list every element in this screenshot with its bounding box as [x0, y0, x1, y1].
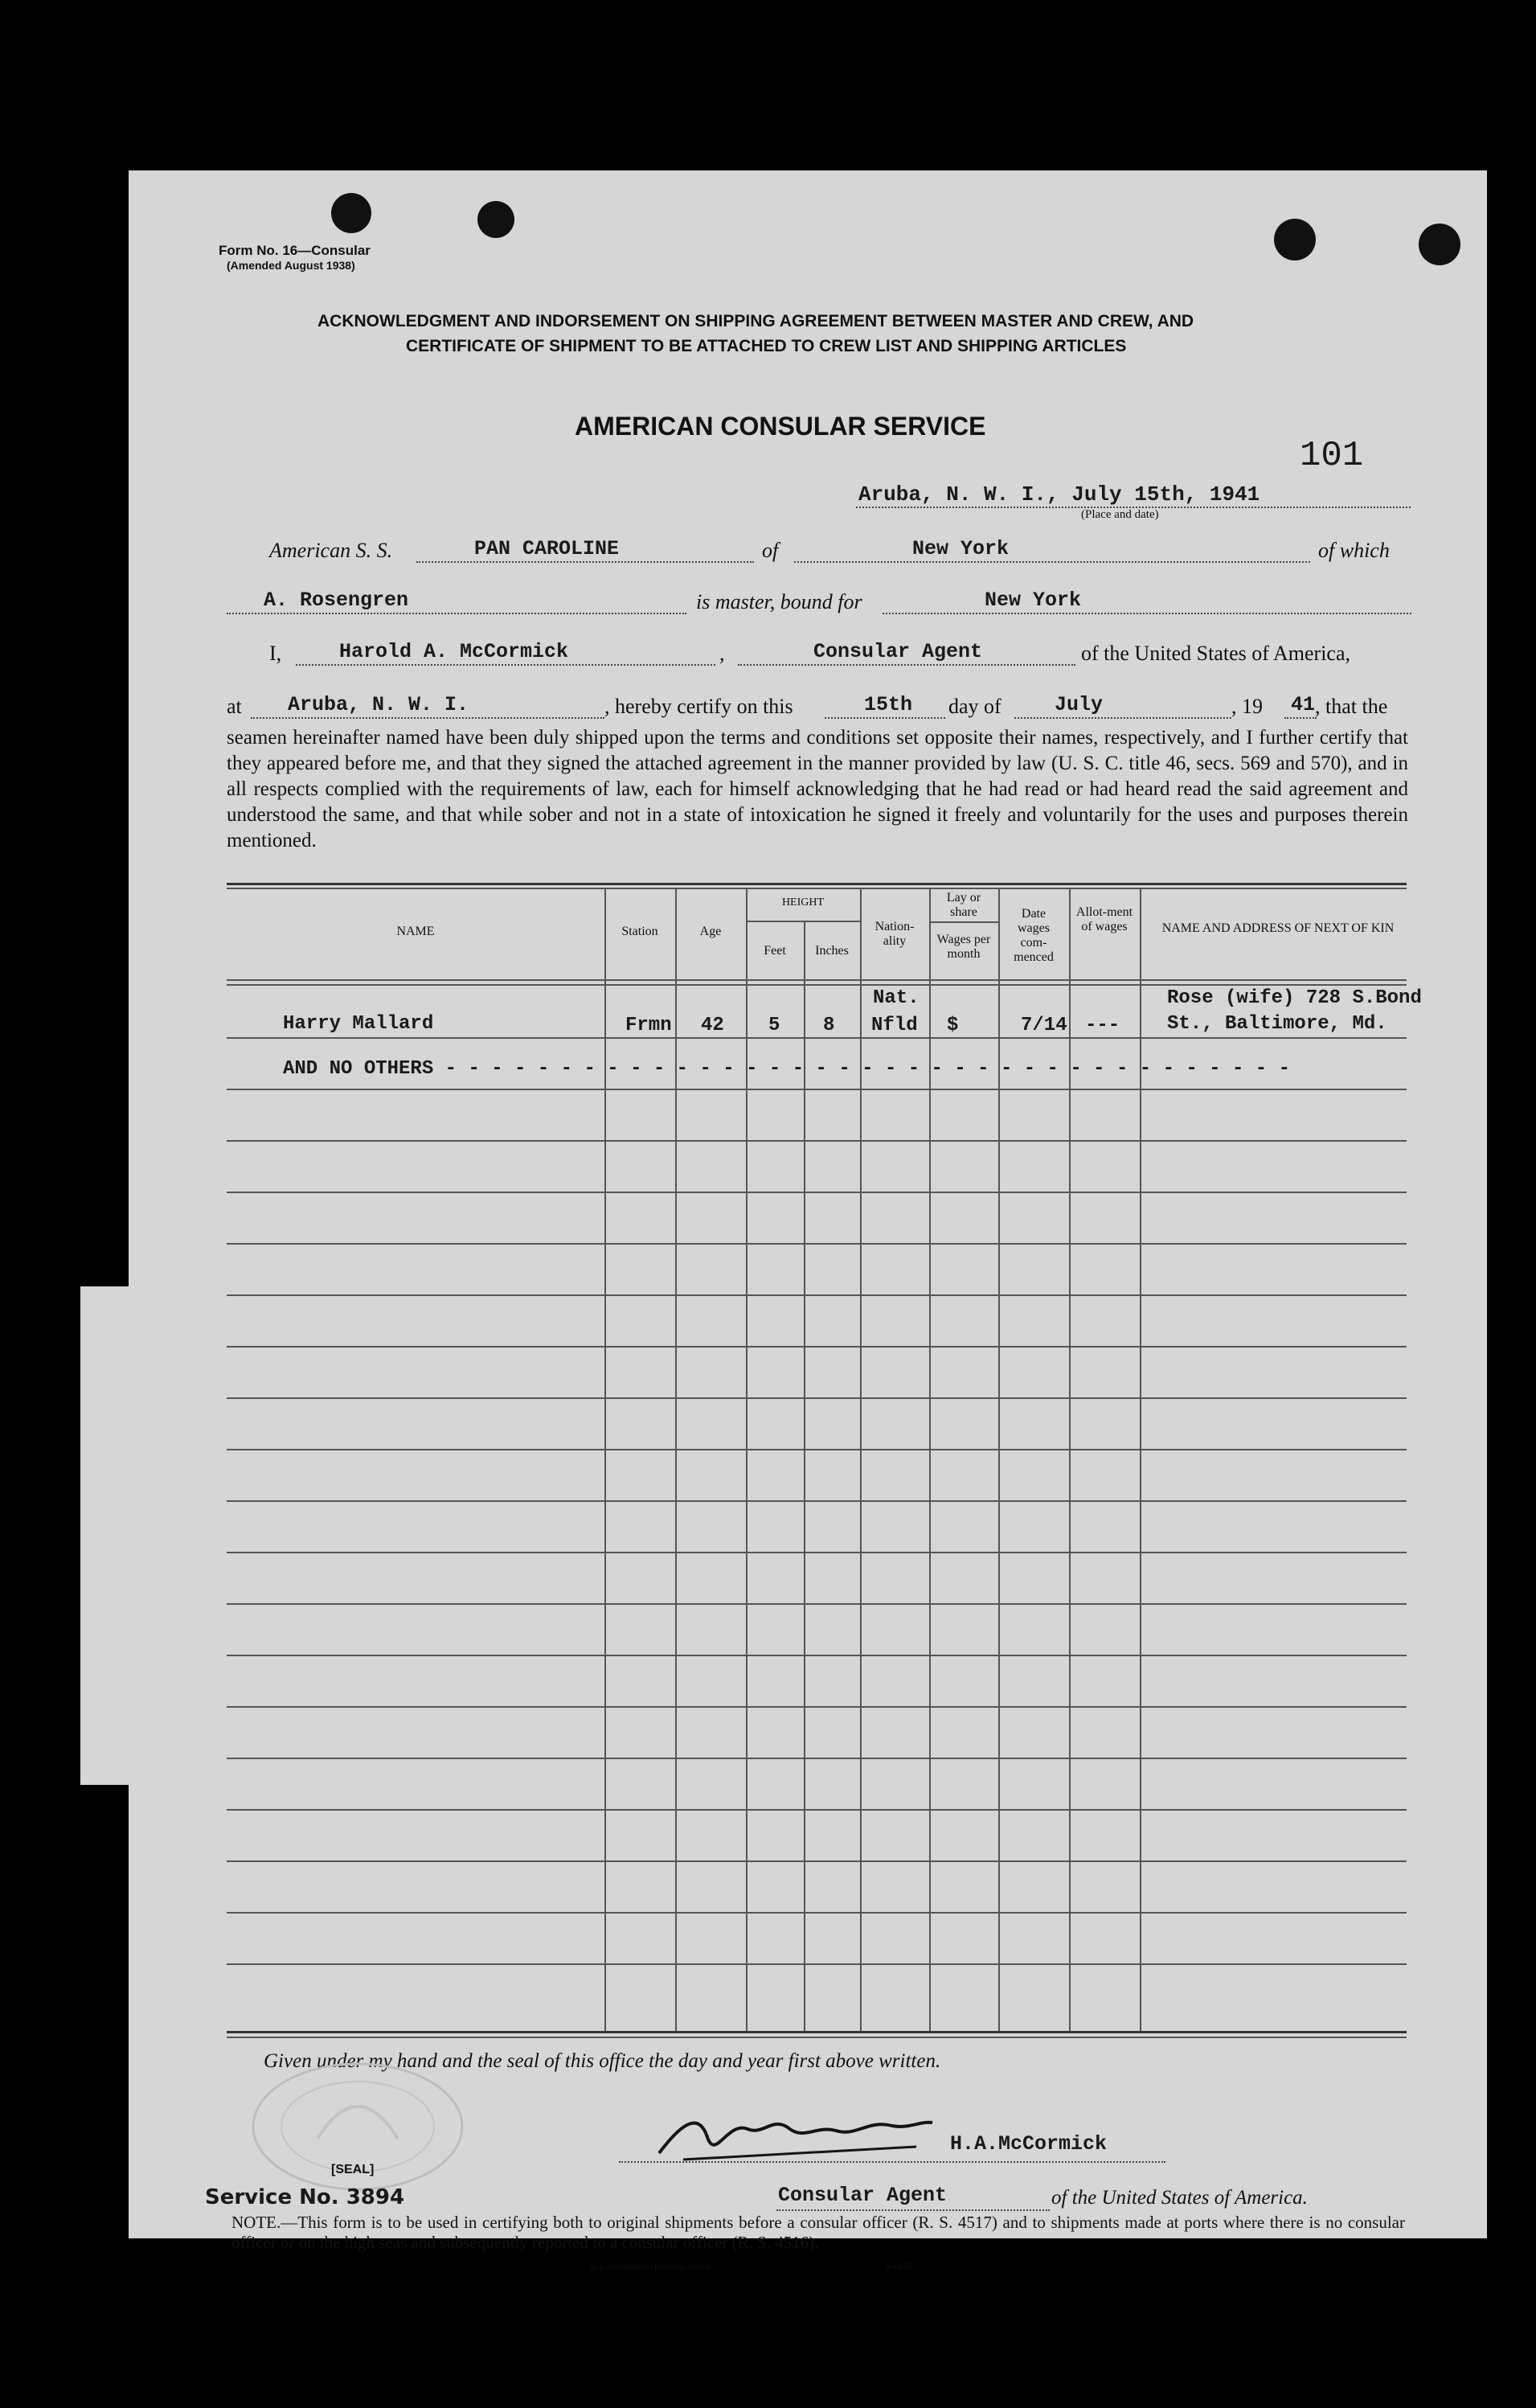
punch-hole: [1274, 219, 1316, 260]
year-value: 41: [1291, 693, 1316, 716]
service-number: Service No. 3894: [205, 2185, 405, 2209]
day-value: 15th: [864, 693, 913, 716]
punch-hole: [477, 201, 514, 238]
col-header-name: NAME: [396, 925, 435, 938]
punch-hole: [1419, 224, 1460, 265]
col-header-nationality: Nation-ality: [874, 920, 915, 948]
form-number: Form No. 16—Consular: [219, 243, 371, 258]
crew-allotment: ---: [1085, 1015, 1120, 1036]
ship-name-value: PAN CAROLINE: [474, 537, 620, 560]
service-title: AMERICAN CONSULAR SERVICE: [575, 412, 986, 441]
page-number: 101: [1300, 436, 1364, 476]
heading-line-1: ACKNOWLEDGMENT AND INDORSEMENT ON SHIPPING AGREEMENT BETWEEN MASTER AND CREW, AND: [317, 312, 1194, 330]
at-label: at: [227, 695, 242, 718]
printer-mark: U. S. GOVERNMENT PRINTING OFFICE: [591, 2264, 711, 2271]
crew-station: Frmn: [625, 1015, 672, 1036]
place-date-caption: (Place and date): [1081, 508, 1159, 521]
col-header-allotment: Allot-ment of wages: [1075, 905, 1133, 933]
crew-date-commenced: 7/14: [1021, 1015, 1067, 1036]
signer-typed-name: H.A.McCormick: [950, 2132, 1108, 2156]
place-date-value: Aruba, N. W. I., July 15th, 1941: [858, 482, 1260, 507]
that-the-label: , that the: [1315, 695, 1388, 718]
officer-name-value: Harold A. McCormick: [339, 640, 569, 663]
col-header-next-of-kin: NAME AND ADDRESS OF NEXT OF KIN: [1161, 921, 1395, 935]
crew-nationality-1: Nat.: [873, 987, 920, 1009]
crew-feet: 5: [768, 1015, 780, 1036]
at-place-value: Aruba, N. W. I.: [288, 693, 469, 716]
of-which-label: of which: [1318, 539, 1390, 562]
seal-label: [SEAL]: [331, 2163, 375, 2176]
i-label: I,: [269, 642, 282, 665]
col-header-age: Age: [699, 925, 722, 938]
of-label: of: [762, 539, 779, 562]
col-header-height: HEIGHT: [781, 896, 825, 909]
crew-nationality-2: Nfld: [871, 1015, 918, 1036]
col-header-station: Station: [621, 925, 658, 938]
printer-code: 1—175: [886, 2262, 912, 2271]
master-value: A. Rosengren: [264, 589, 409, 612]
crew-next-of-kin-2: St., Baltimore, Md.: [1167, 1013, 1387, 1035]
signer-title: Consular Agent: [778, 2184, 948, 2207]
col-header-wages: Wages per month: [936, 933, 991, 961]
of-us-footer: of the United States of America.: [1051, 2187, 1308, 2209]
document-page: [129, 170, 1487, 2238]
officer-title-value: Consular Agent: [813, 640, 983, 663]
day-of-label: day of: [948, 695, 1001, 718]
crew-inches: 8: [823, 1015, 835, 1036]
year-prefix: , 19: [1231, 695, 1263, 718]
closing-line: AND NO OTHERS - - - - - - - - - - - - - - - - - - - - - - - - - - - - - - - - - - - - -: [283, 1058, 1291, 1080]
col-header-inches: Inches: [815, 944, 849, 958]
footer-note: NOTE.—This form is to be used in certifying both to original shipments before a consular officer (R. S. 4517) and to shipments made at ports where there is no consular officer or on the high seas and subsequently reported to a consular officer (R. S. 4516).: [231, 2213, 1405, 2252]
col-header-lay-share: Lay or share: [946, 891, 981, 919]
crew-name: Harry Mallard: [283, 1013, 434, 1035]
crew-next-of-kin-1: Rose (wife) 728 S.Bond: [1167, 987, 1422, 1009]
punch-hole: [331, 193, 371, 233]
col-header-date-wages: Date wages com-menced: [1014, 907, 1054, 964]
is-master-label: is master, bound for: [696, 590, 862, 613]
of-us-label: of the United States of America,: [1081, 642, 1351, 665]
ship-port-value: New York: [912, 537, 1010, 560]
given-under-text: Given under my hand and the seal of this office the day and year first above written.: [264, 2050, 941, 2072]
certification-text: seamen hereinafter named have been duly shipped upon the terms and conditions set opposite their names, respectively, and I further certify that they appeared before me, and that they signed the attached agreement in the manner provided by law (U. S. C. title 46, secs. 569 and 570), and in all respects complied with the requirements of law, each for himself acknowledging that he had read or had heard read the said agreement and understood the same, and that while sober and not in a state of intoxication he signed it freely and voluntarily for the uses and purposes therein mentioned.: [227, 727, 1408, 851]
ss-label: American S. S.: [269, 539, 393, 562]
col-header-feet: Feet: [764, 944, 786, 958]
signature: [651, 2105, 940, 2169]
crew-wages: $: [947, 1015, 959, 1036]
heading-line-2: CERTIFICATE OF SHIPMENT TO BE ATTACHED TO CREW LIST AND SHIPPING ARTICLES: [406, 337, 1127, 355]
crew-age: 42: [701, 1015, 724, 1036]
bound-for-value: New York: [985, 589, 1082, 612]
form-amended: (Amended August 1938): [227, 259, 355, 272]
certify-label: , hereby certify on this: [604, 695, 793, 718]
month-value: July: [1055, 693, 1104, 716]
